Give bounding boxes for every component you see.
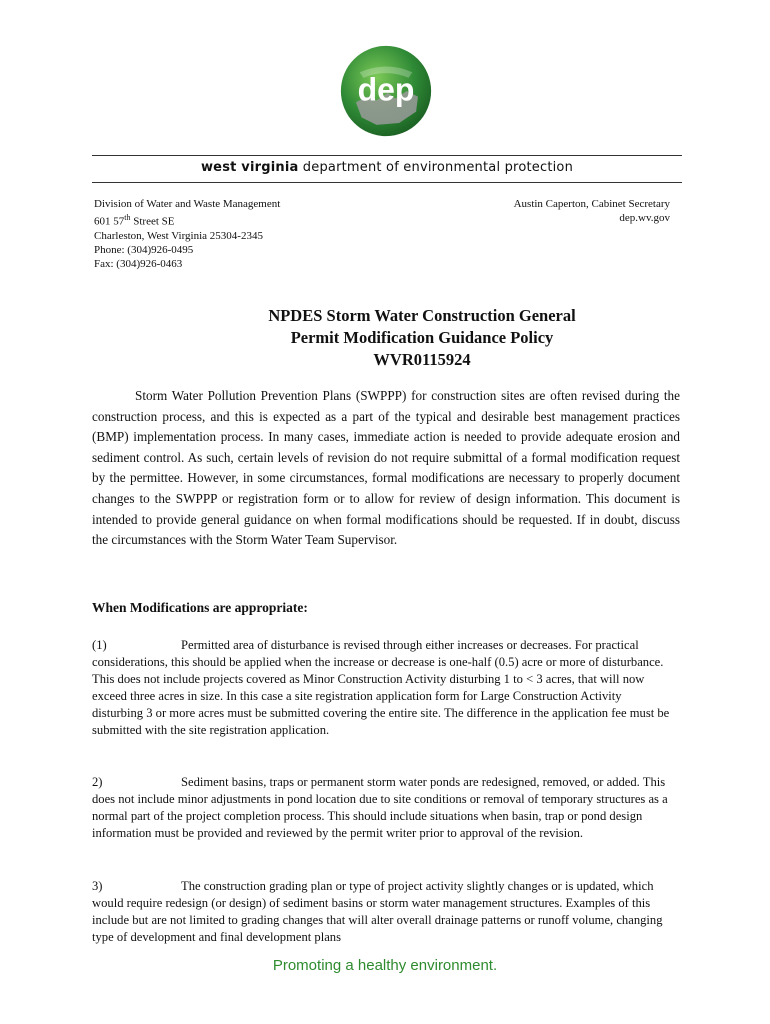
- item-number: 2): [92, 775, 103, 789]
- list-item: [92, 637, 672, 739]
- item-text: The construction grading plan or type of project activity slightly changes or is updated, which would require redesign (or design) of sediment basins or storm water management structures. Examples of this include but are not limited to grading changes that will alter overall drainage patterns or runoff volume, changing type of development and final development plans: [92, 879, 663, 944]
- address-street: 601 57th Street SE: [94, 213, 175, 228]
- address-city: Charleston, West Virginia 25304-2345: [94, 229, 263, 242]
- section-heading: When Modifications are appropriate:: [92, 600, 308, 615]
- agency-department: department of environmental protection: [298, 160, 574, 175]
- list-item: [92, 774, 672, 842]
- address-division: Division of Water and Waste Management: [94, 198, 281, 210]
- list-item: [92, 878, 672, 946]
- item-number: (1): [92, 638, 107, 652]
- item-text: Sediment basins, traps or permanent storm water ponds are redesigned, removed, or added. This does not include minor adjustments in pond location due to site conditions or removal of temporary structures as a normal part of the project completion process. This should include situations when basin, trap or pond design information must be provided and reviewed by the permit writer prior to approval of the revision.: [92, 775, 668, 840]
- header-rule-top: [92, 155, 682, 156]
- header-rule-bottom: [92, 182, 682, 183]
- logo-text: dep: [357, 71, 415, 108]
- item-text: Permitted area of disturbance is revised through either increases or decreases. For practical considerations, this should be applied when the increase or decrease is one-half (0.5) acre or more of disturbance. This does not include projects covered as Minor Construction Activity disturbing 1 to < 3 acres, that will now exceed three acres in size. In this case a site registration application form for Large Construction Activity disturbing 3 or more acres must be submitted covering the entire site. The difference in the application fee must be submitted with the site registration application.: [92, 638, 670, 737]
- secretary-name: Austin Caperton, Cabinet Secretary: [513, 198, 670, 210]
- secretary-block: [514, 197, 670, 225]
- footer-slogan: Promoting a healthy environment.: [272, 957, 498, 974]
- page-title: NPDES Storm Water Construction General Permit Modification Guidance Policy WVR0115924: [268, 306, 576, 369]
- address-fax: Fax: (304)926-0463: [94, 257, 183, 270]
- agency-name: [92, 160, 682, 175]
- dep-logo: [339, 44, 433, 138]
- address-block: [94, 197, 280, 271]
- website-link[interactable]: dep.wv.gov: [619, 212, 670, 224]
- intro-paragraph: Storm Water Pollution Prevention Plans (SWPPP) for construction sites are often revised during the construction process, and this is expected as a part of the typical and desirable best management practices (BMP) implementation process. In many cases, immediate action is needed to provide adequate erosion and sediment control. As such, certain levels of revision do not require submittal of a formal modification request by the permittee. However, in some circumstances, formal modifications are necessary to properly document changes to the SWPPP or registration form or to allow for review of design information. This document is intended to provide general guidance on when formal modifications should be requested. If in doubt, discuss the circumstances with the Storm Water Team Supervisor.: [92, 388, 680, 548]
- item-number: 3): [92, 879, 103, 893]
- address-phone: Phone: (304)926-0495: [94, 243, 194, 256]
- agency-state: west virginia: [200, 160, 299, 175]
